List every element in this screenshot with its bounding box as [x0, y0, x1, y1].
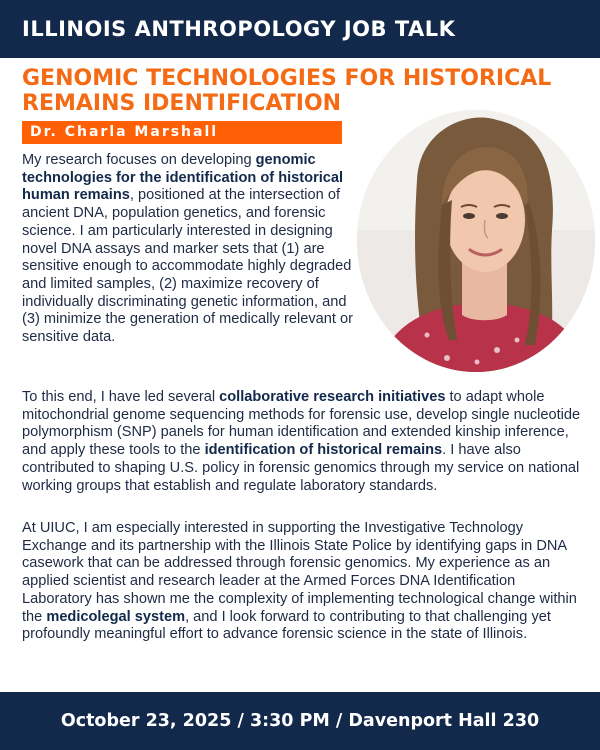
paragraph-3-text-a: At UIUC, I am especially interested in supporting the Investigative Technology Exchange and its partnership with the Illinois State Police by identifying gaps in DNA casework that can be addressed through forensic genomics. My experience as an applied scientist and research leader at the Armed Forces DNA Identification Laboratory has shown me the complexity of implementing technological change within the: [22, 520, 577, 625]
research-paragraph-3: [22, 520, 582, 644]
bottom-banner: [0, 692, 600, 750]
speaker-portrait: [357, 110, 595, 372]
speaker-bar: [22, 121, 342, 144]
paragraph-1-bold-a: genomic technologies for the identification of historical human remains: [22, 152, 344, 204]
event-details: October 23, 2025 / 3:30 PM / Davenport Hall 230: [60, 711, 540, 731]
paragraph-1-text-a: My research focuses on developing: [22, 152, 256, 168]
banner-text: ILLINOIS ANTHROPOLOGY JOB TALK: [22, 17, 456, 41]
paragraph-3-text-b: , and I look forward to contributing to that challenging yet profoundly meaningful effort to advance forensic science in the state of Illinois.: [22, 608, 551, 643]
paragraph-1-text-b: , positioned at the intersection of ancient DNA, population genetics, and forensic science. I am particularly interested in designing novel DNA assays and marker sets that (1) are sensitive enough to accommodate highly degraded and limited samples, (2) maximize recovery of individually discriminating genetic information, and (3) minimize the generation of medically relevant or sensitive data.: [22, 187, 353, 346]
paragraph-2-text-b: to adapt whole mitochondrial genome sequencing methods for forensic use, develop single nucleotide polymorphism (SNP) panels for human identification and extended kinship inference, and apply these tools to the: [22, 389, 581, 459]
research-paragraph-2: [22, 389, 582, 495]
paragraph-2-bold-b: identification of historical remains: [204, 442, 443, 459]
research-paragraph-1: [22, 152, 354, 347]
top-banner: [0, 0, 600, 58]
paragraph-2-bold-a: collaborative research initiatives: [219, 389, 446, 405]
paragraph-3-bold-a: medicolegal system: [46, 608, 186, 625]
paragraph-2-text-c: . I have also contributed to shaping U.S. policy in forensic genomics through my service on national working groups that establish and regulate laboratory standards.: [22, 442, 580, 494]
portrait-image: [357, 110, 595, 372]
talk-title: GENOMIC TECHNOLOGIES FOR HISTORICAL REMAINS IDENTIFICATION: [22, 66, 552, 116]
speaker-name: Dr. Charla Marshall: [30, 124, 219, 140]
paragraph-2-text-a: To this end, I have led several: [22, 389, 220, 405]
